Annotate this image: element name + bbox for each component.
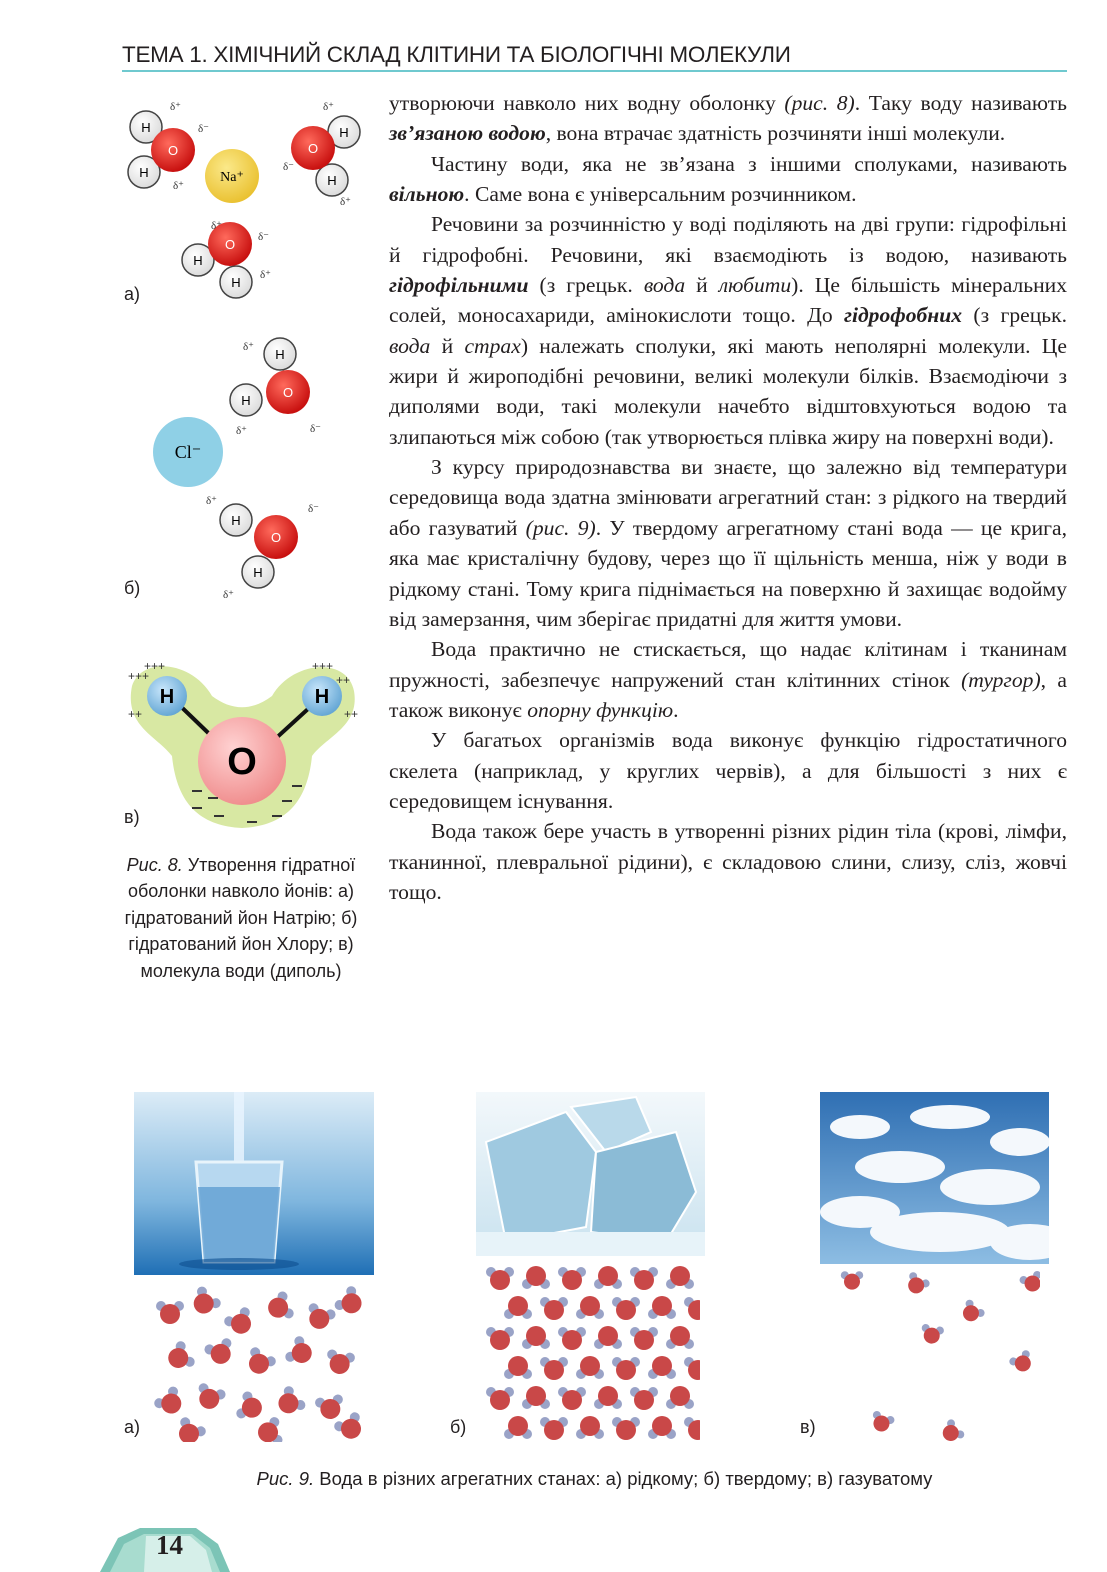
svg-text:H: H [231,513,241,528]
svg-text:δ⁻: δ⁻ [283,161,294,173]
water-molecule [172,1415,208,1442]
water-molecule [193,1382,227,1413]
svg-text:Na⁺: Na⁺ [220,170,244,185]
svg-text:O: O [227,741,257,783]
water-molecule [486,1387,514,1410]
water-molecule [576,1296,604,1319]
water-molecule [314,1394,346,1422]
water-molecule [163,1339,197,1375]
water-molecule [187,1285,223,1321]
figure-8-caption [122,852,360,984]
figure-8a-label: а) [124,284,141,304]
water-molecule [522,1326,550,1349]
water-molecule [303,1302,337,1333]
water-molecule [684,1357,700,1380]
svg-text:δ⁺: δ⁺ [170,101,181,113]
water-molecule [630,1267,658,1290]
water-molecule [504,1356,532,1379]
water-molecule [283,1334,317,1370]
water-molecule [203,1337,237,1368]
water-molecule [684,1297,700,1320]
svg-text:H: H [241,393,251,408]
svg-text:H: H [327,173,337,188]
paragraph-6: У багатьох організмів вода виконує функцію гідростатичного скелета (наприклад, у круглих червів), а для більшості з них є середовищем існування. [389,728,1067,813]
water-molecule [630,1387,658,1410]
water-molecule [242,1345,278,1379]
figure-9a-label: а) [124,1417,141,1437]
water-molecule [256,1416,284,1442]
header-rule [122,70,1067,72]
paragraph-3: Речовини за розчинністю у воді поділяють на дві групи: гідрофільні й гідрофобні. Речовини, які взаємодіють із водою, називають гідрофільними (з грецьк. вода й любити). Це більшість мінеральних солей, моносахариди, амінокислоти тощо. До гідрофобних (з грецьк. вода й страх) належать сполуки, які мають неполярні молекули. Це жири й жироподібні речовини, великі молекули білків. Взаємодіючи з диполями води, такі молекули начебто відштовхуються водою та злипаються між собою (так утворюється плівка жиру на поверхні води). [389,212,1068,449]
water-molecule [648,1296,676,1319]
svg-text:δ⁺: δ⁺ [340,196,351,208]
figure-9-caption [122,1468,1067,1490]
svg-text:H: H [141,120,151,135]
water-molecule [612,1297,640,1320]
liquid-water-molecules [150,1282,368,1442]
water-molecule [222,1305,258,1339]
paragraph-4: З курсу природознавства ви знаєте, що залежно від температури середовища вода здатна змінювати агрегатний стан: з рідкого на твердий або газуватий (рис. 9). У твердому агрегатному стані вода — це крига, яка має кристалічну будову, через що її щільність менша, ніж у води в рідкому стані. Тому крига піднімається на поверхню й захищає водойму від замерзання, чим зберігає придатні для життя умови. [389,455,1067,631]
water-molecule [324,1349,356,1377]
body-text [389,88,1067,907]
water-molecule [522,1266,550,1289]
svg-text:δ⁺: δ⁺ [323,101,334,113]
figure-8a-sodium-hydration [118,92,368,302]
water-molecule [522,1386,550,1409]
water-molecule [558,1387,586,1410]
svg-text:H: H [139,165,149,180]
water-molecule [666,1386,694,1409]
svg-text:δ⁺: δ⁺ [211,220,222,232]
svg-text:O: O [167,143,179,158]
svg-text:δ⁻: δ⁻ [308,503,319,515]
svg-text:H: H [275,347,285,362]
page-header [122,40,1067,74]
svg-text:H: H [253,565,263,580]
water-molecule [235,1390,266,1424]
svg-text:δ⁺: δ⁺ [173,180,184,192]
water-molecule [841,1271,863,1289]
svg-text:++: ++ [128,707,143,721]
svg-text:+++: +++ [312,659,334,673]
water-molecule [576,1416,604,1439]
figure-9-caption-lead: Рис. 9. [256,1468,315,1489]
svg-text:O: O [282,385,294,400]
svg-text:Cl⁻: Cl⁻ [174,442,202,462]
water-molecule [1018,1270,1040,1295]
water-molecule [540,1357,568,1380]
svg-text:+++: +++ [144,659,166,673]
figure-8c-water-dipole [122,656,362,834]
water-molecule [630,1327,658,1350]
water-molecule [152,1385,188,1421]
water-molecule [903,1271,932,1298]
paragraph-7: Вода також бере участь в утворенні різних рідин тіла (крові, лімфи, тканинної, плевральної рідини), є складовою слини, слизу, сліз, жовчі тощо. [389,819,1067,904]
water-molecule [666,1326,694,1349]
svg-text:δ⁺: δ⁺ [206,495,217,507]
water-molecule [937,1418,965,1444]
water-molecule [504,1296,532,1319]
figure-8-caption-lead: Рис. 8. [126,855,183,875]
svg-text:H: H [339,125,349,140]
water-molecule [272,1384,308,1420]
water-molecule [156,1301,184,1324]
water-molecule [957,1298,986,1326]
water-molecule [576,1356,604,1379]
svg-text:+++: +++ [128,669,150,683]
water-molecule [486,1267,514,1290]
svg-text:O: O [307,141,319,156]
water-molecule [594,1326,622,1349]
ice-crystal-lattice [482,1262,700,1444]
water-molecule [558,1327,586,1350]
page-number: 14 [156,1530,183,1560]
water-molecule [504,1416,532,1439]
svg-text:O: O [224,237,236,252]
svg-text:δ⁺: δ⁺ [243,341,254,353]
water-molecule [612,1357,640,1380]
water-molecule [333,1284,368,1320]
paragraph-5: Вода практично не стискається, що надає клітинам і тканинам пружності, забезпечує напружений стан клітинних стінок (тургор), а також виконує опорну функцію. [389,637,1067,722]
water-molecule [594,1266,622,1289]
figure-9-caption-text: Вода в різних агрегатних станах: а) рідкому; б) твердому; в) газуватому [314,1468,933,1489]
water-molecule [558,1267,586,1290]
svg-text:++: ++ [344,707,359,721]
svg-text:O: O [270,530,282,545]
svg-text:H: H [159,686,175,708]
water-molecule [486,1327,514,1350]
figure-9c-label: в) [800,1417,816,1437]
svg-text:δ⁻: δ⁻ [198,123,209,135]
svg-text:δ⁺: δ⁺ [236,425,247,437]
figure-8b-chloride-hydration [148,332,348,607]
water-molecule [594,1386,622,1409]
svg-text:H: H [314,686,330,708]
water-molecule [540,1297,568,1320]
figure-8c-label: в) [124,807,140,827]
water-molecule [666,1266,694,1289]
svg-text:H: H [231,275,241,290]
water-molecule [540,1417,568,1440]
water-molecule [684,1417,700,1440]
svg-text:δ⁻: δ⁻ [310,423,321,435]
water-vapor-molecules [822,1262,1040,1444]
svg-text:++: ++ [336,673,351,687]
chapter-title: ТЕМА 1. ХІМІЧНИЙ СКЛАД КЛІТИНИ ТА БІОЛОГІЧНІ МОЛЕКУЛИ [122,42,791,67]
water-molecule [868,1410,895,1435]
svg-text:δ⁺: δ⁺ [260,269,271,281]
figure-8-caption-text: Утворення гідратної оболонки навколо йонів: а) гідратований йон Натрію; б) гідратований йон Хлору; в) молекула води (диполь) [124,855,358,981]
svg-text:H: H [193,253,203,268]
water-molecule [919,1323,944,1345]
figure-8b-label: б) [124,578,141,598]
water-molecule [612,1417,640,1440]
photo-ice-cubes [476,1092,705,1256]
water-molecule [648,1356,676,1379]
paragraph-1: утворюючи навколо них водну оболонку (рис. 8). Таку воду називають зв’язаною водою, вона втрачає здатність розчиняти інші молекули. [389,91,1068,146]
photo-clouds [820,1092,1049,1264]
svg-text:δ⁻: δ⁻ [258,231,269,243]
water-molecule [1008,1349,1037,1376]
figure-9b-label: б) [450,1417,467,1437]
water-molecule [264,1290,295,1324]
water-molecule [648,1416,676,1439]
photo-glass-of-water [134,1092,374,1275]
paragraph-2: Частину води, яка не зв’язана з іншими сполуками, називають вільною. Саме вона є універсальним розчинником. [389,151,1067,207]
svg-text:δ⁺: δ⁺ [223,589,234,601]
